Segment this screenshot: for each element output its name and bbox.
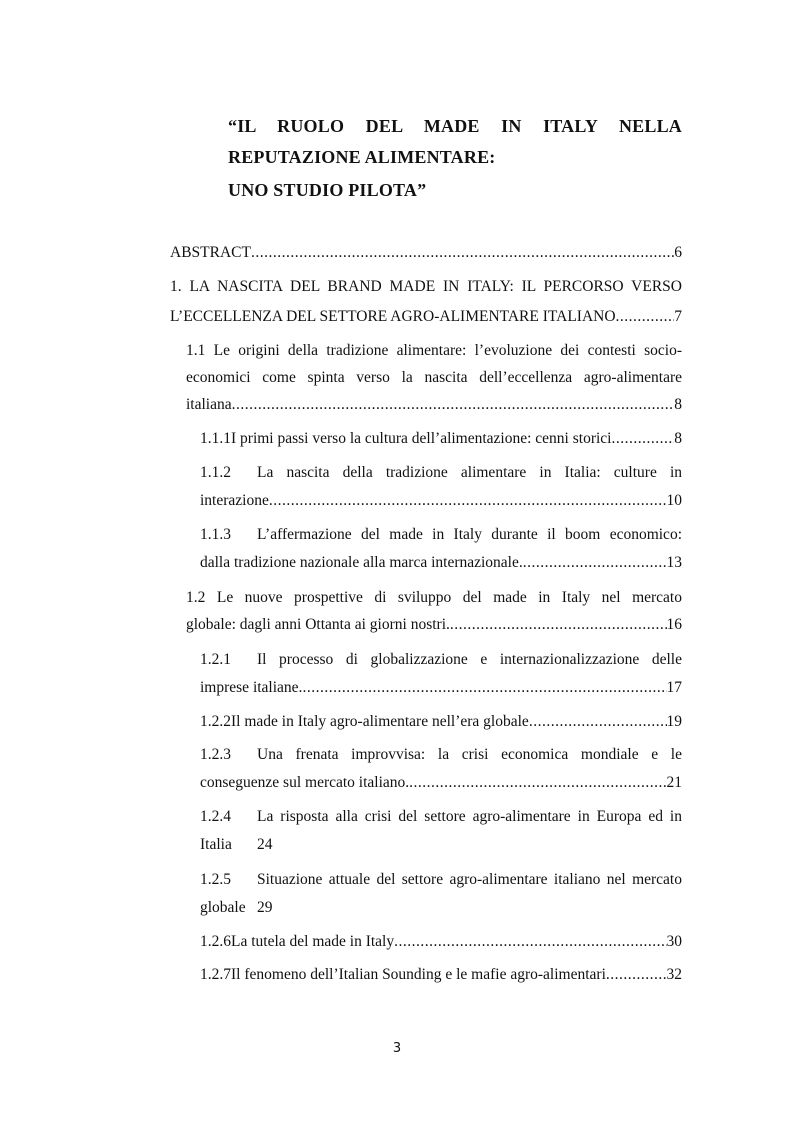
toc-page: 21 — [666, 774, 682, 791]
toc-number: 1.2.5 — [200, 871, 231, 888]
toc-page: 16 — [666, 616, 682, 633]
toc-entry-1-1-2-line2[interactable] — [200, 492, 682, 510]
toc-label: L’affermazione del made in Italy durante il boom economico: — [257, 526, 682, 543]
toc-entry-1-2-4-line2[interactable] — [200, 836, 273, 854]
toc-leader-dots — [616, 308, 675, 326]
toc-label: conseguenze sul mercato italiano. — [200, 774, 410, 791]
toc-entry-1-2-6[interactable] — [200, 933, 682, 951]
title-line-1: “IL RUOLO DEL MADE IN ITALY NELLA — [228, 116, 682, 136]
toc-page: 13 — [666, 554, 682, 571]
toc-entry-ch1-line1[interactable]: 1. LA NASCITA DEL BRAND MADE IN ITALY: IL PERCORSO VERSO — [170, 278, 682, 295]
toc-label: dalla tradizione nazionale alla marca internazionale. — [200, 554, 523, 571]
toc-number: 1.2.7 — [200, 966, 231, 983]
toc-label: imprese italiane. — [200, 679, 303, 696]
toc-leader-dots — [394, 933, 666, 951]
toc-page: 17 — [666, 679, 682, 696]
toc-label: La tutela del made in Italy — [231, 933, 395, 950]
toc-page: 30 — [666, 933, 682, 950]
title-line-3: UNO STUDIO PILOTA” — [228, 180, 427, 200]
toc-number: 1.2.2 — [200, 713, 231, 730]
toc-entry-1-1-1[interactable] — [200, 430, 682, 448]
toc-entry-1-2-5-line2[interactable] — [200, 899, 273, 917]
toc-entry-1-1-line1[interactable]: 1.1 Le origini della tradizione alimentare: l’evoluzione dei contesti socio- — [186, 342, 682, 359]
toc-leader-dots — [251, 244, 674, 262]
toc-entry-1-2-7[interactable] — [200, 966, 682, 984]
toc-entry-1-2-4-line1[interactable] — [200, 808, 682, 826]
toc-page: 32 — [666, 966, 682, 983]
toc-label: Il processo di globalizzazione e internazionalizzazione delle — [257, 651, 682, 668]
toc-label: Il fenomeno dell’Italian Sounding e le mafie agro-alimentari — [231, 966, 606, 983]
page-number: 3 — [392, 1041, 402, 1056]
toc-entry-1-1-3-line2[interactable] — [200, 554, 682, 572]
toc-leader-dots — [611, 430, 674, 448]
toc-label: interazione — [200, 492, 269, 509]
toc-page: 10 — [666, 492, 682, 509]
toc-entry-1-1-line2[interactable]: economici come spinta verso la nascita dell’eccellenza agro-alimentare — [186, 369, 682, 386]
toc-number: 1.2.1 — [200, 651, 231, 668]
toc-label: L’ECCELLENZA DEL SETTORE AGRO-ALIMENTARE ITALIANO — [170, 308, 616, 325]
toc-label: Il made in Italy agro-alimentare nell’era globale — [231, 713, 529, 730]
toc-entry-1-2-3-line2[interactable] — [200, 774, 682, 792]
toc-entry-ch1-line2[interactable] — [170, 308, 682, 326]
toc-label: ABSTRACT — [170, 244, 251, 261]
toc-leader-dots — [450, 616, 667, 634]
toc-label: italiana — [186, 396, 232, 413]
toc-entry-1-2-1-line2[interactable] — [200, 679, 682, 697]
toc-entry-1-2-5-line1[interactable] — [200, 871, 682, 889]
toc-label: globale — [200, 899, 246, 916]
toc-page: 29 — [257, 899, 273, 916]
toc-label: La risposta alla crisi del settore agro-alimentare in Europa ed in — [257, 808, 682, 825]
toc-page: 24 — [257, 836, 273, 853]
toc-leader-dots — [232, 396, 675, 414]
toc-label: Una frenata improvvisa: la crisi economica mondiale e le — [257, 746, 682, 763]
toc-page: 8 — [674, 430, 682, 447]
toc-label: Italia — [200, 836, 232, 853]
toc-page: 6 — [674, 244, 682, 261]
toc-leader-dots — [409, 774, 666, 792]
toc-entry-1-2-1-line1[interactable] — [200, 651, 682, 669]
toc-entry-1-1-2-line1[interactable] — [200, 464, 682, 482]
toc-entry-1-1-3-line1[interactable] — [200, 526, 682, 544]
toc-leader-dots — [523, 554, 667, 572]
toc-page: 19 — [666, 713, 682, 730]
toc-number: 1.1.3 — [200, 526, 231, 543]
toc-number: 1.2.4 — [200, 808, 231, 825]
toc-label: globale: dagli anni Ottanta ai giorni nostri. — [186, 616, 450, 633]
toc-entry-abstract[interactable] — [170, 244, 682, 262]
toc-number: 1.2.6 — [200, 933, 231, 950]
title-line-2: REPUTAZIONE ALIMENTARE: — [228, 147, 496, 167]
toc-number: 1.1.2 — [200, 464, 231, 481]
toc-number: 1.2.3 — [200, 746, 231, 763]
toc-entry-1-2-line1[interactable]: 1.2 Le nuove prospettive di sviluppo del made in Italy nel mercato — [186, 589, 682, 606]
toc-entry-1-2-line2[interactable] — [186, 616, 682, 634]
toc-entry-1-2-2[interactable] — [200, 713, 682, 731]
toc-entry-1-1-line3[interactable] — [186, 396, 682, 414]
toc-leader-dots — [269, 492, 667, 510]
toc-label: Situazione attuale del settore agro-alimentare italiano nel mercato — [257, 871, 682, 888]
toc-page: 7 — [674, 308, 682, 325]
toc-leader-dots — [302, 679, 666, 697]
toc-number: 1.1.1 — [200, 430, 231, 447]
toc-label: I primi passi verso la cultura dell’alimentazione: cenni storici — [231, 430, 612, 447]
toc-entry-1-2-3-line1[interactable] — [200, 746, 682, 764]
toc-label: La nascita della tradizione alimentare in Italia: culture in — [257, 464, 682, 481]
toc-leader-dots — [606, 966, 667, 984]
toc-leader-dots — [529, 713, 667, 731]
toc-page: 8 — [674, 396, 682, 413]
